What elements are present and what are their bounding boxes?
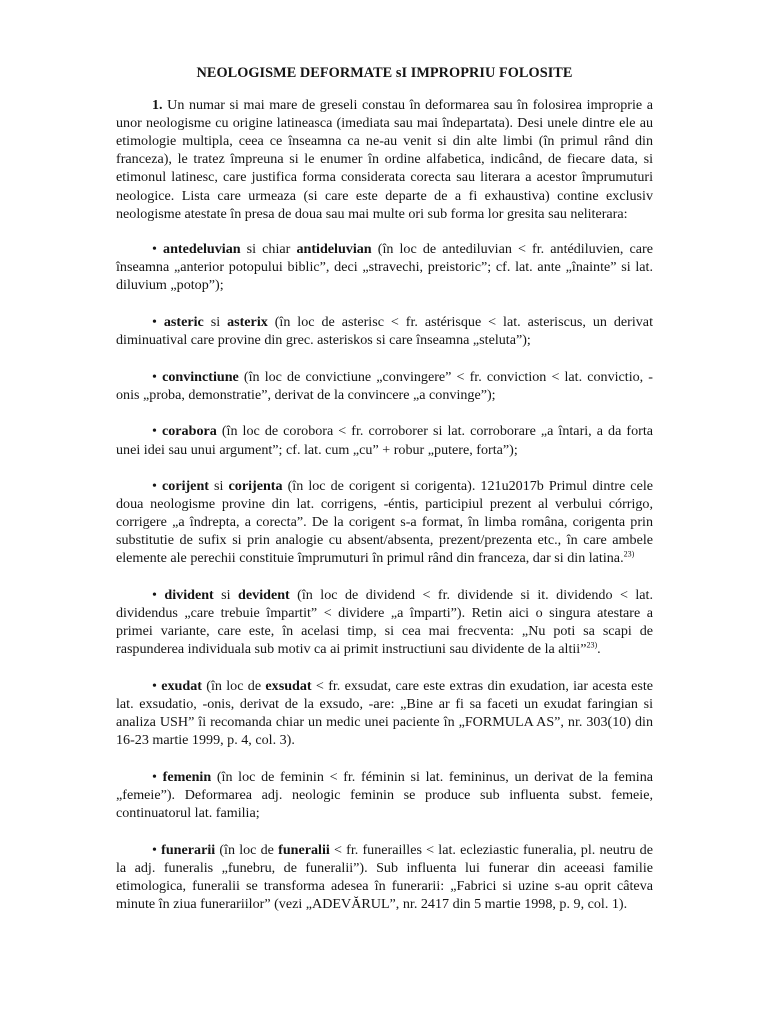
entry-text: (în loc de convictiune „convingere” < fr. conviction < lat. convictio, -onis „proba, demonstratie”, derivat de la convincere „a convinge”); [116, 368, 653, 403]
entry-connector: (în loc de [201, 677, 266, 694]
entry-headword: funerarii [161, 841, 216, 858]
entry-connector: si [213, 587, 239, 604]
entry-headword: asteric [163, 314, 204, 331]
intro-paragraph [116, 96, 653, 223]
document-page [116, 64, 653, 931]
entry-text: (în loc de antediluvian < fr. antédiluvien, care înseamna „anterior potopului biblic”, deci „stravechi, preistoric”; cf. lat. ante „înainte” si lat. diluvium „potop”); [116, 241, 654, 294]
bullet-icon: • [152, 478, 157, 495]
entry-item [116, 422, 653, 458]
entry-text: (în loc de dividend < fr. dividende si it. dividendo < lat. dividendus „care trebuie împartit” < dividere „a împarti”). Retin aici o singura atestare a primei variante, care este, în acelasi timp, si cea mai frecventa: „Nu poti sa scapi de raspunderea individuala sub motiv ca ai primit instructiuni sau dividente de la altii” [116, 587, 653, 658]
entry-text: (în loc de asterisc < fr. astérisque < lat. asteriscus, un derivat diminuatival care provine din grec. asteriskos si care înseamna „steluta”); [116, 314, 653, 349]
entry-connector: si [203, 314, 228, 331]
entry-item [116, 368, 653, 404]
entry-headword-variant: exsudat [265, 677, 312, 694]
intro-text: Un numar si mai mare de greseli constau în deformarea sau în folosirea improprie a unor neologisme cu origine latineasca (imediata sau mai îndepartata). Desi unele dintre ele au etimologie multipla, ceea ce înseamna ca ne-au venit si din alte limbi (în primul rând din franceza), le tratez împreuna si le enumer în ordine alfabetica, indicând, de fiecare data, si etimonul latinesc, care justifica forma considerata corecta sau literara a acestor împrumuturi neologice. Lista care urmeaza (si care este departe de a fi exhaustiva) contine exclusiv neologisme atestate în presa de doua sau mai multe ori sub forma lor gresita sau neliterara: [116, 97, 653, 222]
entry-headword: divident [164, 587, 214, 604]
bullet-icon: • [152, 841, 157, 858]
entry-headword: convinctiune [162, 368, 239, 385]
entry-connector: si [208, 478, 229, 495]
footnote-marker: 23) [623, 549, 635, 559]
entry-connector: si chiar [240, 241, 297, 258]
entry-text: (în loc de corigent si corigenta). 121u2017b Primul dintre cele doua neologisme provine din lat. corrigens, -éntis, participiul prezent al verbului córrigo, corrigere „a îndrepta, a corecta”. De la corigent s-a format, în limba româna, corigenta prin substitutie de sufix si prin analogie cu absent/absenta, prezent/prezenta etc., în care ambele elemente ale perechii constituie împrumuturi în primul rând din franceza, dar si din latina. [116, 478, 653, 567]
entry-headword-variant: devident [238, 587, 290, 604]
entry-text: (în loc de feminin < fr. féminin si lat. femininus, un derivat de la femina „femeie”). Deformarea adj. neologic feminin se produce sub influenta subst. femeie, continuatorul lat. familia; [116, 768, 653, 821]
entry-item [116, 313, 653, 349]
bullet-icon: • [152, 768, 157, 785]
bullet-icon: • [152, 241, 157, 258]
entry-headword-variant: corijenta [228, 478, 283, 495]
entry-headword: femenin [162, 768, 212, 785]
bullet-icon: • [152, 314, 157, 331]
entry-headword: exudat [161, 677, 202, 694]
page-title: NEOLOGISME DEFORMATE sI IMPROPRIU FOLOSITE [196, 65, 573, 81]
entry-item: • divident si devident (în loc de dividend < fr. dividende si it. dividendo < lat. dividendus „care trebuie împartit” < dividere „a împarti”). Retin aici o singura atestare a primei variante, care este, în acelasi timp, si cea mai frecventa: „Nu poti sa scapi de raspunderea individuala sub motiv ca ai primit instructiuni sau dividente de la altii”$^{23)}$. [116, 587, 653, 658]
entry-item [116, 677, 653, 749]
footnote-marker: 23) [586, 640, 598, 650]
bullet-icon: • [152, 677, 157, 694]
entry-headword-variant: antideluvian [296, 241, 372, 258]
section-number: 1. [152, 97, 163, 114]
entry-item [116, 841, 653, 913]
entry-item [116, 240, 653, 294]
entry-item [116, 768, 653, 822]
entry-list [116, 240, 653, 913]
bullet-icon: • [152, 423, 157, 440]
entry-text: < fr. exsudat, care este extras din exudation, iar acesta este lat. exsudatio, -onis, derivat de la exsudo, -are: „Bine ar fi sa faceti un exudat faringian si analiza USH” îi recomanda chiar un medic unei paciente în „FORMULA AS”, nr. 303(10) din 16-23 martie 1999, p. 4, col. 3). [116, 677, 653, 749]
entry-text: < fr. funerailles < lat. ecleziastic funeralia, pl. neutru de la adj. funeralis „funebru, de funeralii”). Sub influenta lui funerar din aceeasi familie etimologica, funeralii se transforma adesea în funerarii: „Fabrici si uzine s-au oprit câteva minute în ziua funerariilor” (vezi „ADEVĂRUL”, nr. 2417 din 5 martie 1998, p. 9, col. 1). [116, 841, 653, 912]
entry-headword-variant: funeralii [278, 841, 330, 858]
entry-headword-variant: asterix [227, 314, 268, 331]
bullet-icon: • [152, 368, 157, 385]
bullet-icon: • [152, 587, 157, 604]
entry-headword: corijent [162, 478, 209, 495]
entry-headword: corabora [162, 423, 217, 440]
entry-text: (în loc de corobora < fr. corroborer si lat. corroborare „a întari, a da forta unei idei sau unui argument”; cf. lat. cum „cu” + robur „putere, forta”); [116, 423, 654, 458]
entry-headword: antedeluvian [163, 241, 241, 258]
entry-item [116, 477, 653, 567]
entry-connector: (în loc de [215, 841, 279, 858]
